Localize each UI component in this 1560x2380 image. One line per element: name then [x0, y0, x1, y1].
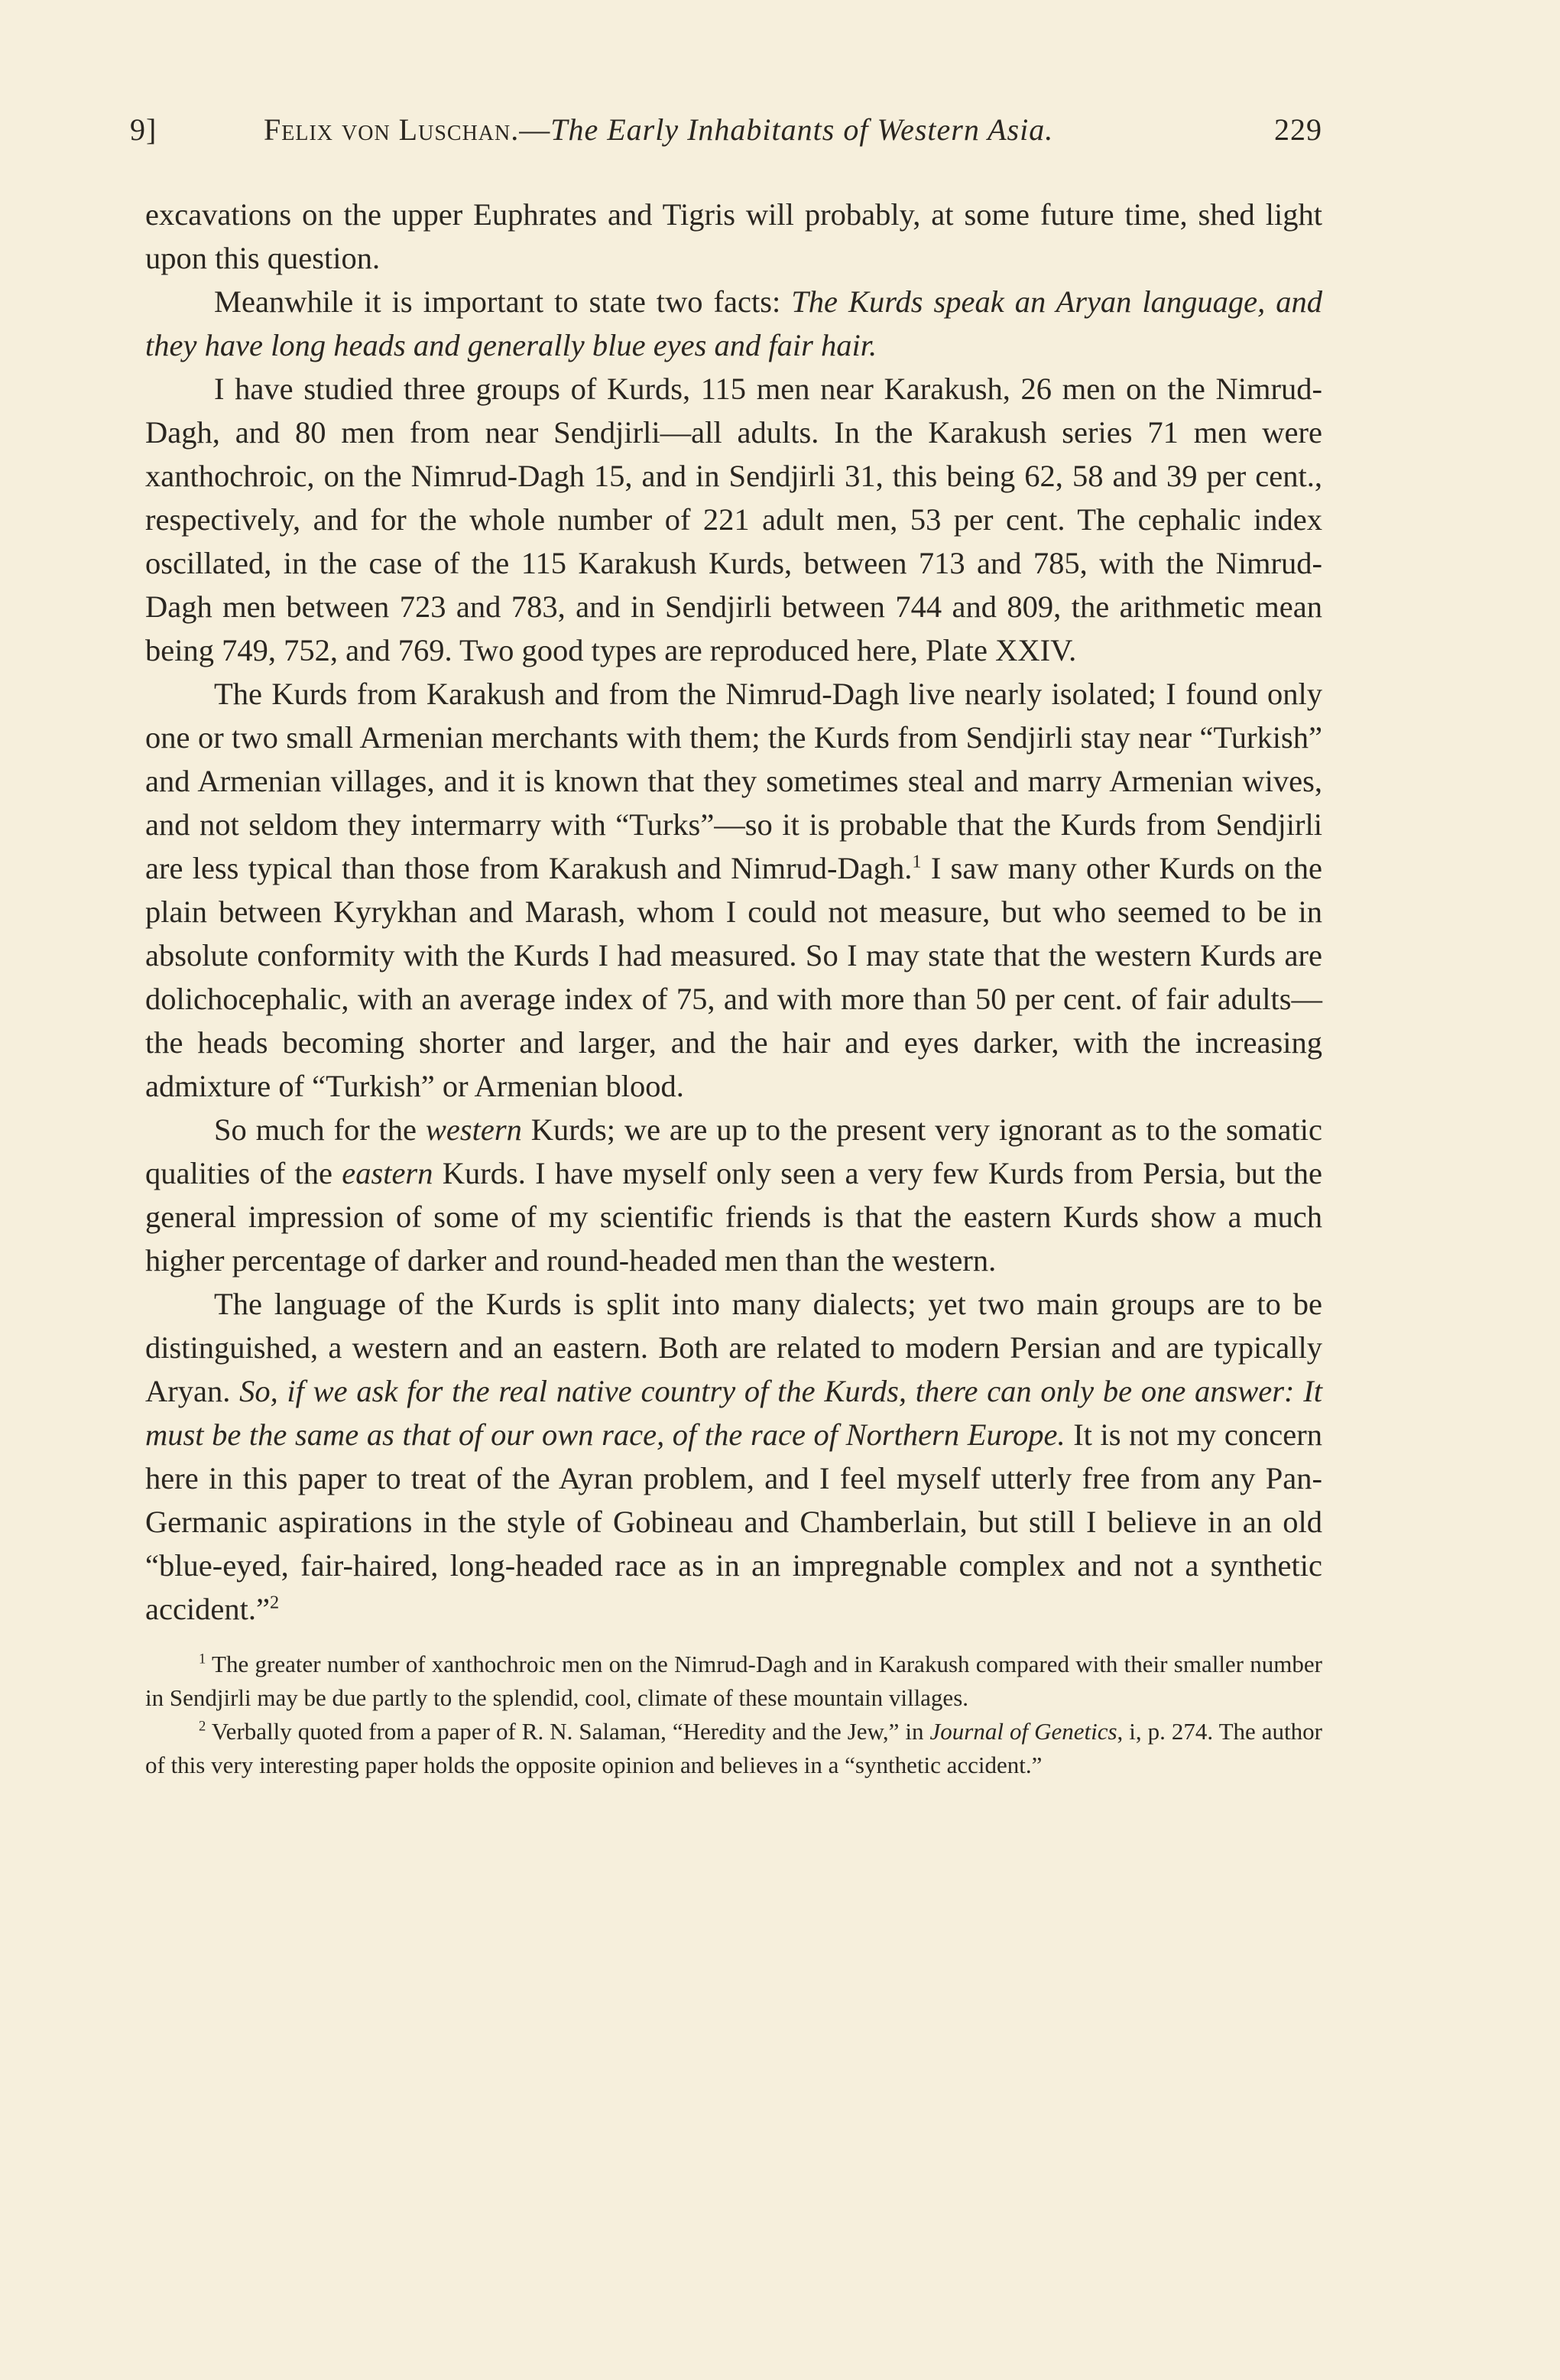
text-run: , i, p. 274. The author of this very interesting paper holds the opposite opinion and believes in a “synthetic accident.”	[145, 1718, 1322, 1778]
author-name: Felix von Luschan.	[264, 112, 520, 147]
text-run: excavations on the upper Euphrates and Tigris will probably, at some future time, shed light upon this question.	[145, 197, 1322, 275]
footnote-marker: 2	[270, 1592, 280, 1613]
text-run: Verbally quoted from a paper of R. N. Salaman, “Heredity and the Jew,” in	[206, 1718, 930, 1745]
italic-text: eastern	[342, 1156, 433, 1190]
paragraph	[145, 193, 1322, 280]
text-run: The Kurds from Karakush and from the Nimrud-Dagh live nearly isolated; I found only one or two small Armenian merchants with them; the Kurds from Sendjirli stay near “Turkish” and Armenian villages, and it is known that they sometimes steal and marry Armenian wives, and not seldom they intermarry with “Turks”—so it is probable that the Kurds from Sendjirli are less typical than those from Karakush and Nimrud-Dagh.	[145, 677, 1322, 885]
running-header	[130, 107, 1322, 153]
body-text	[145, 193, 1322, 1631]
folio-mark: 9]	[130, 112, 157, 147]
text-run: Meanwhile it is important to state two facts:	[214, 284, 792, 319]
italic-text: Journal of Genetics	[929, 1718, 1117, 1745]
page	[130, 107, 1323, 1782]
footnote-marker: 1	[912, 851, 922, 872]
text-run: The greater number of xanthochroic men on the Nimrud-Dagh and in Karakush compared with their smaller number in Sendjirli may be due partly to the splendid, cool, climate of these mountain villages.	[145, 1651, 1322, 1711]
page-number: 229	[1274, 112, 1322, 147]
italic-text: So, if we ask for the real native country of the Kurds, there can only be one answer: It must be the same as that of our own race, of the race of Northern Europe.	[145, 1374, 1322, 1452]
text-run: I saw many other Kurds on the plain between Kyrykhan and Marash, whom I could not measure, but who seemed to be in absolute conformity with the Kurds I had measured. So I may state that the western Kurds are dolichocephalic, with an average index of 75, and with more than 50 per cent. of fair adults—the heads becoming shorter and larger, and the hair and eyes darker, with the increasing admixture of “Turkish” or Armenian blood.	[145, 851, 1323, 1103]
text-run: The language of the Kurds is split into many dialects; yet two main groups are to be distinguished, a western and an eastern. Both are related to modern Persian and are typically Aryan.	[145, 1287, 1322, 1408]
paragraph	[145, 1108, 1322, 1282]
paragraph	[145, 280, 1322, 367]
italic-text: western	[425, 1112, 522, 1147]
text-run: Kurds. I have myself only seen a very few Kurds from Persia, but the general impression of some of my scientific friends is that the eastern Kurds show a much higher percentage of darker and round-headed men than the western.	[145, 1156, 1322, 1278]
italic-text: The Kurds speak an Aryan language, and they have long heads and generally blue eyes and fair hair.	[145, 284, 1323, 362]
article-title: The Early Inhabitants of Western Asia.	[550, 112, 1054, 147]
footnote	[145, 1648, 1322, 1715]
text-run: Kurds; we are up to the present very ignorant as to the somatic qualities of the	[145, 1112, 1322, 1190]
text-run: It is not my concern here in this paper to treat of the Ayran problem, and I feel myself utterly free from any Pan-Germanic aspirations in the style of Gobineau and Chamberlain, but still I believe in an old “blue-eyed, fair-haired, long-headed race as in an impregnable complex and not a synthetic accident.”	[145, 1417, 1322, 1626]
footnote-marker: 2	[199, 1718, 206, 1735]
text-run: So much for the	[214, 1112, 426, 1147]
footnote	[145, 1715, 1322, 1782]
text-run: I have studied three groups of Kurds, 115 men near Karakush, 26 men on the Nimrud-Dagh, and 80 men from near Sendjirli—all adults. In the Karakush series 71 men were xanthochroic, on the Nimrud-Dagh 15, and in Sendjirli 31, this being 62, 58 and 39 per cent., respectively, and for the whole number of 221 adult men, 53 per cent. The cephalic index oscillated, in the case of the 115 Karakush Kurds, between 713 and 785, with the Nimrud-Dagh men between 723 and 783, and in Sendjirli between 744 and 809, the arithmetic mean being 749, 752, and 769. Two good types are reproduced here, Plate XXIV.	[145, 372, 1322, 667]
paragraph	[145, 1282, 1322, 1631]
footnote-marker: 1	[199, 1651, 206, 1667]
header-dash: —	[519, 112, 551, 147]
footnotes	[145, 1648, 1322, 1782]
running-title	[264, 112, 1053, 148]
paragraph	[145, 672, 1322, 1108]
paragraph	[145, 367, 1322, 672]
